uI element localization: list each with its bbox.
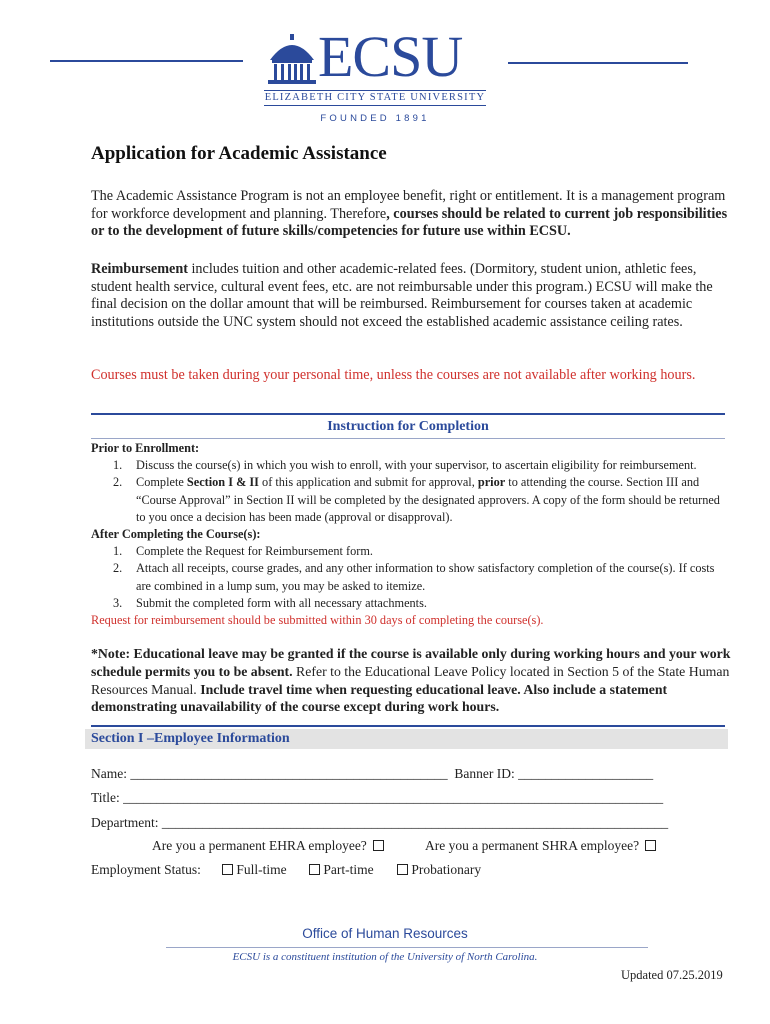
prior-heading: Prior to Enrollment: <box>91 441 200 455</box>
reimbursement-paragraph <box>91 261 731 331</box>
list-number: 1. <box>113 458 123 473</box>
list-item <box>91 560 731 594</box>
logo-rule-top <box>264 90 486 91</box>
full-time-label: Full-time <box>236 862 287 877</box>
employment-status-label: Employment Status: <box>91 862 201 877</box>
list-item <box>91 474 731 526</box>
full-time-checkbox[interactable] <box>222 864 233 875</box>
shra-question <box>425 838 656 854</box>
shra-checkbox[interactable] <box>645 840 656 851</box>
section1-rule <box>91 725 725 727</box>
note-bold-2: Include travel time when requesting educational leave. Also include a statement demonstrating unavailability of the course except during work hours. <box>91 681 668 715</box>
ehra-checkbox[interactable] <box>373 840 384 851</box>
educational-leave-note <box>91 645 731 716</box>
note-bold-1: *Note: Educational leave may be granted if the course is available only during working hours and your work schedule permits you to be absent. <box>91 646 731 679</box>
updated-date: Updated 07.25.2019 <box>621 968 723 982</box>
intro-text: The Academic Assistance Program is not an employee benefit, right or entitlement. It is a management program for workforce development and planning. Therefore <box>91 188 726 222</box>
header-rule-left <box>50 60 243 62</box>
list-item <box>91 595 731 612</box>
list-item-text: Submit the completed form with all necessary attachments. <box>136 595 427 610</box>
ehra-question <box>152 838 384 854</box>
intro-bold-text: , courses should be related to current job responsibilities or to the development of future skills/competencies for future use within ECSU. <box>91 205 728 240</box>
probationary-checkbox[interactable] <box>397 864 408 875</box>
header-rule-right <box>508 62 688 64</box>
list-number: 3. <box>113 595 123 610</box>
department-field[interactable]: Department: ___________________________________________________________________________ <box>91 815 669 830</box>
list-item <box>91 543 731 560</box>
list-item-text: Complete the Request for Reimbursement form. <box>136 544 374 559</box>
reimbursement-text: includes tuition and other academic-related fees. (Dormitory, student union, athletic fees, student health service, cultural event fees, etc. are not reimbursable under this program.) ECSU will make the final decision on the dollar amount that will be reimbursed. Reimbursement for courses taken at academic institutions outside the UNC system should not exceed the established academic assistance ceiling rates. <box>91 261 713 330</box>
footer-rule <box>166 947 648 948</box>
list-item-text: Discuss the course(s) in which you wish to enroll, with your supervisor, to ascertain eligibility for reimbursement. <box>136 458 697 473</box>
part-time-label: Part-time <box>323 862 374 877</box>
title-field[interactable]: Title: ________________________________________________________________________________ <box>91 790 664 805</box>
list-item-text: Complete <box>136 475 187 490</box>
shra-question-label: Are you a permanent SHRA employee? <box>425 838 640 853</box>
building-icon <box>266 30 318 86</box>
part-time-option <box>309 862 374 878</box>
university-name: ELIZABETH CITY STATE UNIVERSITY <box>264 92 486 103</box>
list-item-text: of this application and submit for approval, <box>258 475 478 490</box>
prior-bold: prior <box>477 475 506 490</box>
list-number: 1. <box>113 544 123 559</box>
prior-list <box>91 457 731 526</box>
logo-rule-bottom <box>264 105 486 106</box>
personal-time-note: Courses must be taken during your personal time, unless the courses are not available after working hours. <box>91 367 696 383</box>
probationary-label: Probationary <box>411 862 482 877</box>
name-banner-field[interactable]: Name: _______________________________________________ Banner ID: ____________________ <box>91 766 654 781</box>
after-list <box>91 543 731 612</box>
instructions-heading: Instruction for Completion <box>327 419 489 434</box>
after-heading: After Completing the Course(s): <box>91 527 261 542</box>
deadline-note: Request for reimbursement should be submitted within 30 days of completing the course(s). <box>91 613 544 628</box>
instructions-rule-top <box>91 413 725 415</box>
list-number: 2. <box>113 561 123 576</box>
probationary-option <box>397 862 481 878</box>
ehra-question-label: Are you a permanent EHRA employee? <box>152 838 367 853</box>
list-number: 2. <box>113 475 123 490</box>
list-item-text: Attach all receipts, course grades, and any other information to show satisfactory completion of the course(s). If costs are combined in a lump sum, you may be asked to itemize. <box>136 561 715 593</box>
instructions-body <box>91 440 731 629</box>
reimbursement-label: Reimbursement <box>91 261 188 277</box>
instructions-rule-thin <box>91 438 725 439</box>
founded-text: FOUNDED 1891 <box>320 113 430 124</box>
full-time-option <box>222 862 287 878</box>
section1-title: Section I –Employee Information <box>91 731 290 746</box>
list-item-text: to attending the course. Section III and “Course Approval” in Section II will be completed by the designated approvers. A copy of the form should be returned to you once a decision has been made (approval or disapproval). <box>136 475 720 524</box>
section-ref-bold: Section I & II <box>186 475 259 490</box>
office-of-hr: Office of Human Resources <box>302 926 468 941</box>
list-item <box>91 457 731 474</box>
footer-citation: ECSU is a constituent institution of the University of North Carolina. <box>232 951 538 963</box>
logo-wordmark: ECSU <box>318 24 463 89</box>
note-text: Refer to the Educational Leave Policy located in Section 5 of the State Human Resources Manual. <box>91 663 730 697</box>
page-title: Application for Academic Assistance <box>91 143 387 164</box>
part-time-checkbox[interactable] <box>309 864 320 875</box>
intro-paragraph <box>91 188 731 241</box>
ecsu-logo <box>262 26 488 126</box>
